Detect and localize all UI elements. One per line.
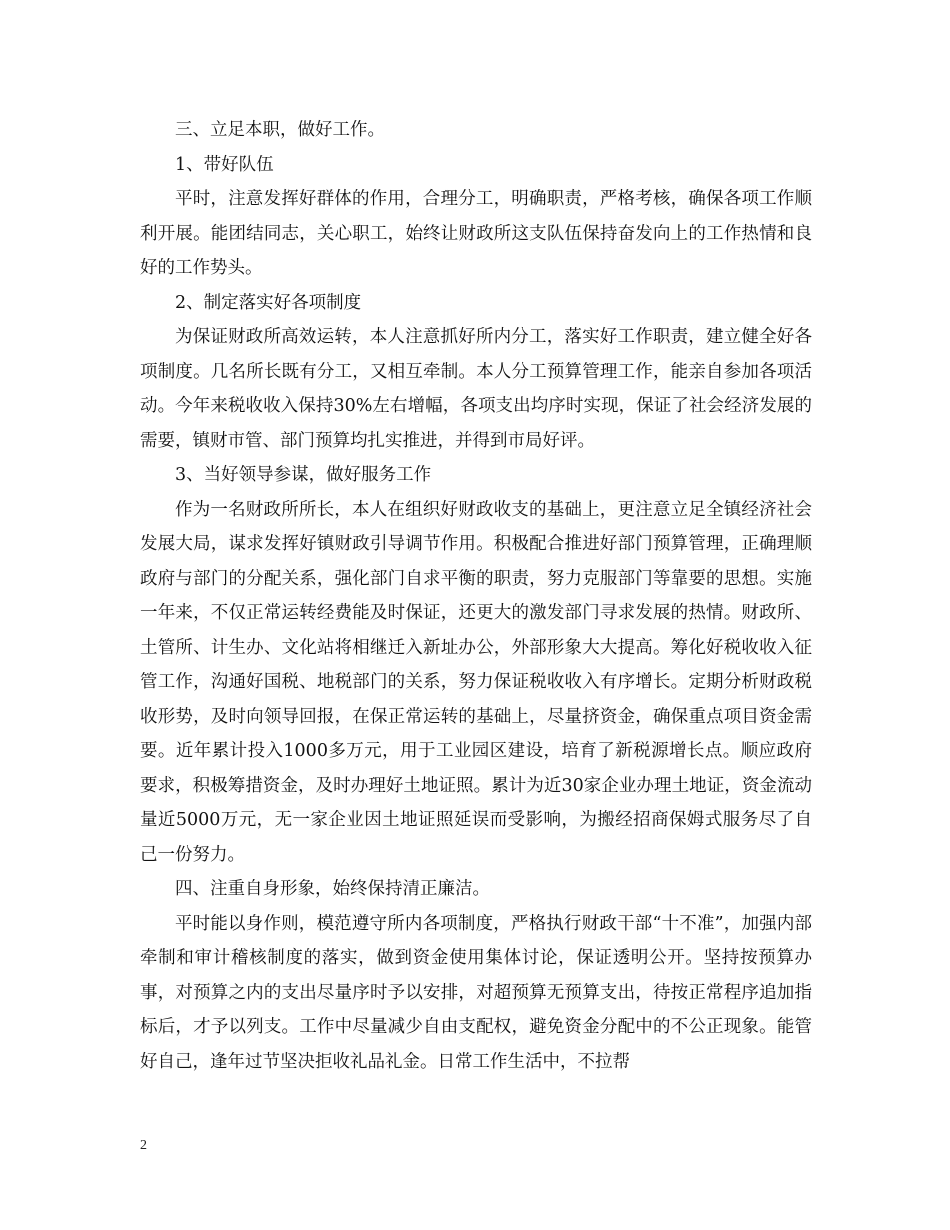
subheading-systems: 2、制定落实好各项制度 [175, 292, 362, 313]
paragraph-integrity: 平时能以身作则，模范遵守所内各项制度，严格执行财政干部“十不准”，加强内部牵制和审计稽核制度的落实，做到资金使用集体讨论，保证透明公开。坚持按预算办事，对预算之内的支出尽量序时予以安排，对超预算无预算支出，待按正常程序追加指标后，才予以列支。工作中尽量减少自由支配权，避免资金分配中的不公正现象。能管好自己，逢年过节坚决拒收礼品礼金。日常工作生活中，不拉帮 [140, 913, 812, 1072]
paragraph-service: 作为一名财政所所长，本人在组织好财政收支的基础上，更注意立足全镇经济社会发展大局，谋求发挥好镇财政引导调节作用。积极配合推进好部门预算管理，正确理顺政府与部门的分配关系，强化部门自求平衡的职责，努力克服部门等靠要的思想。实施一年来，不仅正常运转经费能及时保证，还更大的激发部门寻求发展的热情。财政所、土管所、计生办、文化站将相继迁入新址办公，外部形象大大提高。筹化好税收收入征管工作，沟通好国税、地税部门的关系，努力保证税收收入有序增长。定期分析财政税收形势，及时向领导回报，在保正常运转的基础上，尽量挤资金，确保重点项目资金需要。近年累计投入1000多万元，用于工业园区建设，培育了新税源增长点。顺应政府要求，积极筹措资金，及时办理好土地证照。累计为近30家企业办理土地证，资金流动量近5000万元，无一家企业因土地证照延误而受影响，为搬经招商保姆式服务尽了自己一份努力。 [140, 499, 812, 865]
document-body [140, 113, 812, 1079]
subheading-team: 1、带好队伍 [175, 154, 274, 175]
section-heading-3: 三、立足本职，做好工作。 [175, 120, 385, 140]
page-number: 2 [140, 1138, 147, 1153]
subheading-service: 3、当好领导参谋，做好服务工作 [175, 465, 432, 485]
section-heading-4: 四、注重自身形象，始终保持清正廉洁。 [175, 879, 490, 899]
paragraph-team: 平时，注意发挥好群体的作用，合理分工，明确职责，严格考核，确保各项工作顺利开展。能团结同志，关心职工，始终让财政所这支队伍保持奋发向上的工作热情和良好的工作势头。 [140, 189, 812, 278]
paragraph-systems: 为保证财政所高效运转，本人注意抓好所内分工，落实好工作职责，建立健全好各项制度。几名所长既有分工，又相互牵制。本人分工预算管理工作，能亲自参加各项活动。今年来税收收入保持30%左右增幅，各项支出均序时实现，保证了社会经济发展的需要，镇财市管、部门预算均扎实推进，并得到市局好评。 [140, 327, 812, 451]
